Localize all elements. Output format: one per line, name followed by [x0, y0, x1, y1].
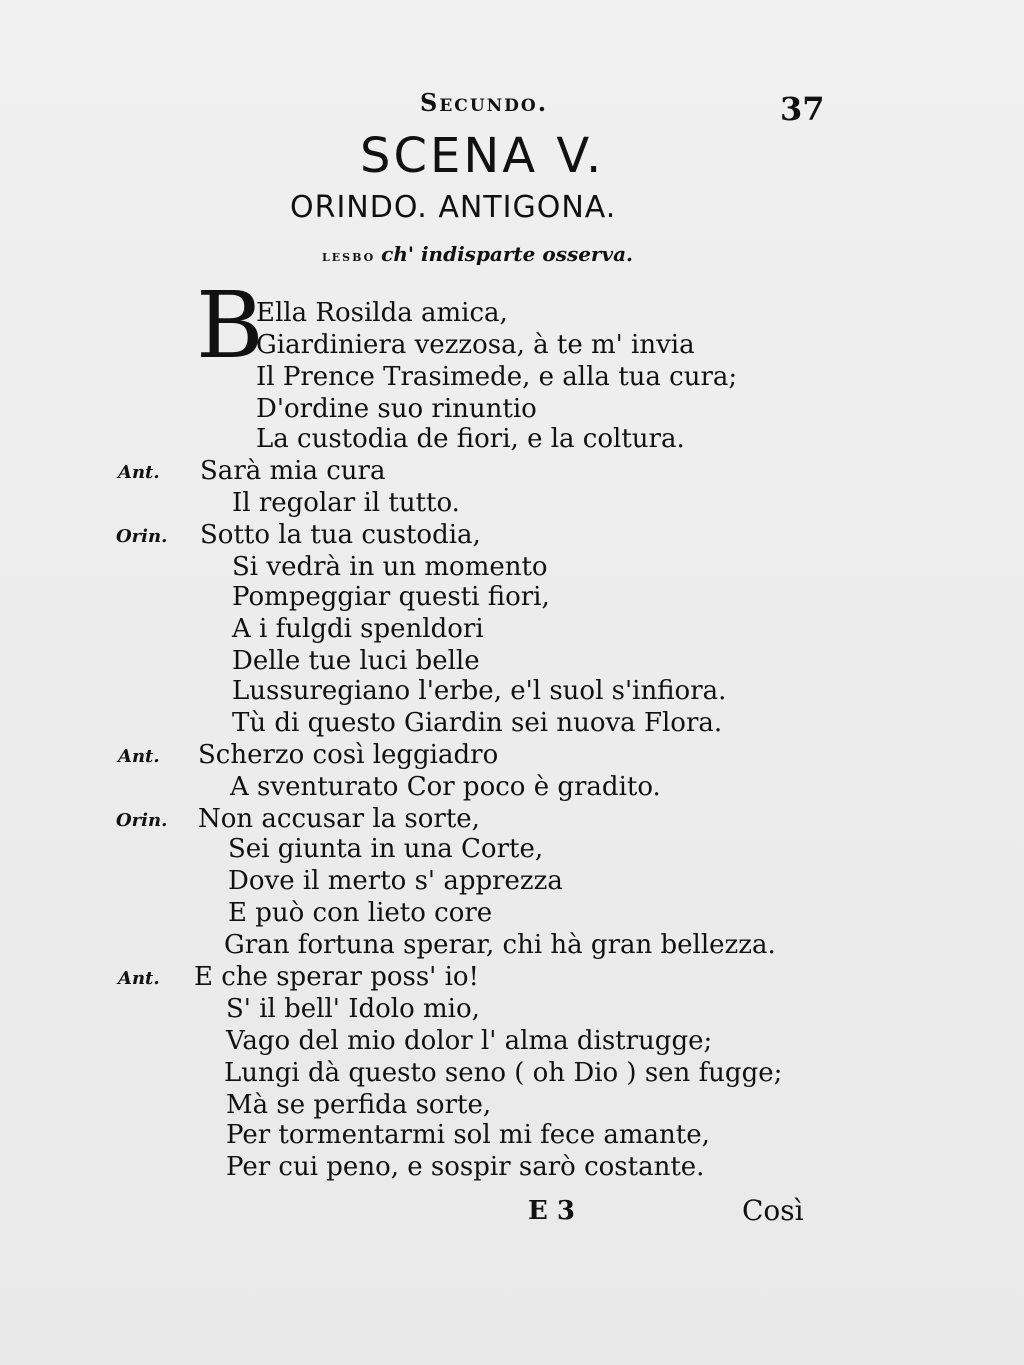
- verse-line: La custodia de fiori, e la coltura.: [256, 424, 685, 454]
- stage-direction-name: lesbo: [322, 246, 376, 265]
- verse-line: A i fulgdi spenldori: [232, 614, 484, 644]
- drop-cap-letter: B: [196, 272, 264, 379]
- catchword: Così: [742, 1194, 804, 1227]
- verse-line: E può con lieto core: [228, 898, 493, 928]
- verse-line: S' il bell' Idolo mio,: [226, 994, 480, 1024]
- stage-direction: [322, 242, 633, 266]
- verse-line: Per tormentarmi sol mi fece amante,: [226, 1120, 710, 1150]
- scene-characters: ORINDO. ANTIGONA.: [290, 190, 617, 225]
- verse-line: Dove il merto s' apprezza: [228, 866, 563, 896]
- speaker-label: Orin.: [116, 526, 168, 547]
- verse-line: Per cui peno, e sospir sarò costante.: [226, 1152, 705, 1182]
- verse-line: Ella Rosilda amica,: [256, 298, 508, 328]
- speaker-label: Ant.: [118, 746, 160, 767]
- verse-line: Non accusar la sorte,: [198, 804, 480, 834]
- verse-line: Vago del mio dolor l' alma distrugge;: [226, 1026, 713, 1056]
- verse-line: Sarà mia cura: [200, 456, 386, 486]
- verse-line: Lussuregiano l'erbe, e'l suol s'infiora.: [232, 676, 727, 706]
- verse-line: Il Prence Trasimede, e alla tua cura;: [256, 362, 738, 392]
- speaker-label: Orin.: [116, 810, 168, 831]
- verse-line: Scherzo così leggiadro: [198, 740, 499, 770]
- speaker-label: Ant.: [118, 968, 160, 989]
- verse-line: E che sperar poss' io!: [194, 962, 480, 992]
- stage-direction-text: ch' indisparte osserva.: [381, 242, 634, 266]
- verse-line: Delle tue luci belle: [232, 646, 480, 676]
- verse-line: Si vedrà in un momento: [232, 552, 548, 582]
- verse-line: Gran fortuna sperar, chi hà gran bellezza.: [224, 930, 776, 960]
- verse-line: Sei giunta in una Corte,: [228, 834, 544, 864]
- verse-line: Lungi dà questo seno ( oh Dio ) sen fugge;: [224, 1058, 783, 1088]
- page-number: 37: [780, 90, 825, 128]
- verse-line: Pompeggiar questi fiori,: [232, 582, 550, 612]
- verse-line: Mà se perfida sorte,: [226, 1090, 492, 1120]
- verse-line: Tù di questo Giardin sei nuova Flora.: [232, 708, 723, 738]
- verse-line: Giardiniera vezzosa, à te m' invia: [256, 330, 695, 360]
- speaker-label: Ant.: [118, 462, 160, 483]
- verse-line: Il regolar il tutto.: [232, 488, 460, 518]
- verse-line: D'ordine suo rinuntio: [256, 394, 537, 424]
- verse-line: A sventurato Cor poco è gradito.: [230, 772, 661, 802]
- verse-line: Sotto la tua custodia,: [200, 520, 481, 550]
- running-head: Secundo.: [420, 88, 549, 117]
- scene-title: SCENA V.: [360, 128, 605, 184]
- signature-mark: E 3: [528, 1196, 575, 1226]
